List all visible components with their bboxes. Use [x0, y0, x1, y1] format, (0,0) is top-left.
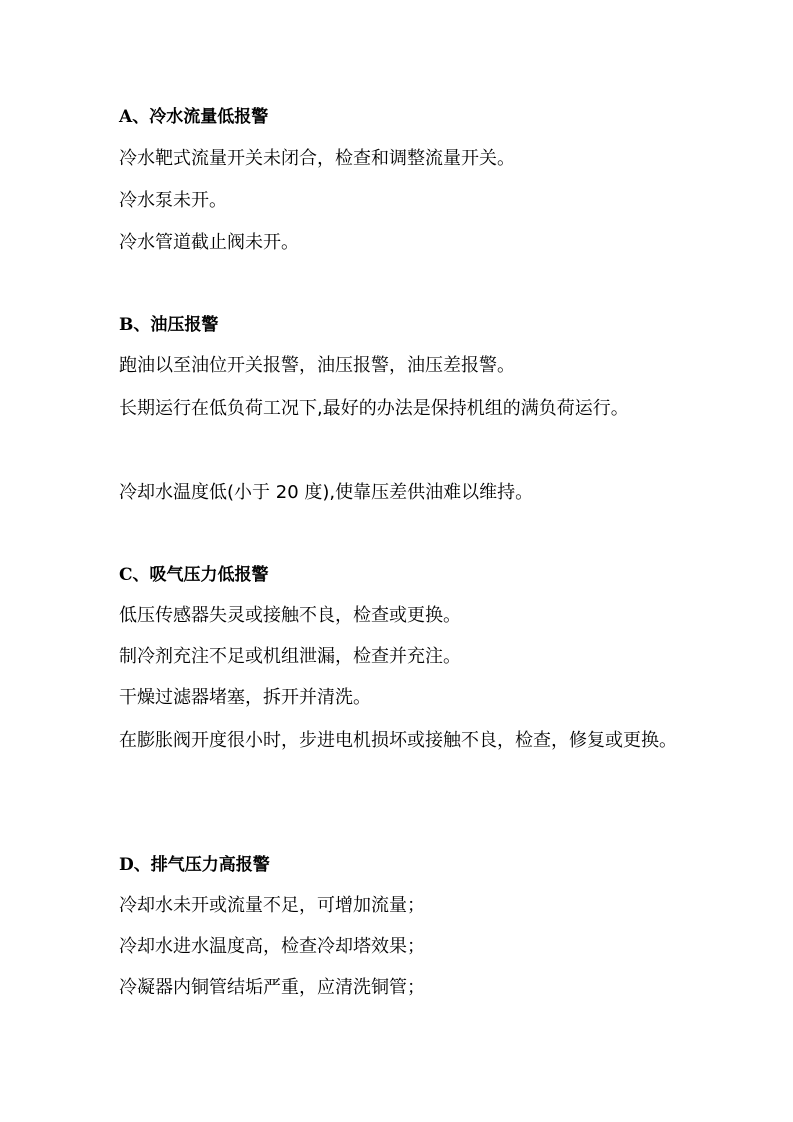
section-c-line-1: 低压传感器失灵或接触不良，检查或更换。 — [119, 605, 461, 626]
section-d-line-2: 冷却水进水温度高，检查冷却塔效果； — [119, 936, 425, 957]
section-a-line-3: 冷水管道截止阀未开。 — [119, 232, 299, 253]
section-a-heading: A、冷水流量低报警 — [119, 107, 269, 127]
section-c-line-4: 在膨胀阀开度很小时，步进电机损坏或接触不良，检查，修复或更换。 — [119, 730, 677, 751]
section-d-line-3: 冷凝器内铜管结垢严重，应清洗铜管； — [119, 977, 425, 998]
section-d-line-1: 冷却水未开或流量不足，可增加流量； — [119, 895, 425, 916]
section-c-line-3: 干燥过滤器堵塞，拆开并清洗。 — [119, 687, 371, 708]
section-d-heading: D、排气压力高报警 — [119, 855, 270, 875]
section-a-line-1: 冷水靶式流量开关未闭合，检查和调整流量开关。 — [119, 148, 515, 169]
section-b-heading: B、油压报警 — [119, 315, 219, 335]
section-a-line-2: 冷水泵未开。 — [119, 190, 227, 211]
section-b-line-2: 长期运行在低负荷工况下,最好的办法是保持机组的满负荷运行。 — [119, 398, 629, 419]
section-c-line-2: 制冷剂充注不足或机组泄漏，检查并充注。 — [119, 646, 461, 667]
section-b-line-3: 冷却水温度低(小于 20 度),使靠压差供油难以维持。 — [119, 482, 534, 503]
section-b-line-1: 跑油以至油位开关报警，油压报警，油压差报警。 — [119, 355, 515, 376]
section-c-heading: C、吸气压力低报警 — [119, 565, 269, 585]
